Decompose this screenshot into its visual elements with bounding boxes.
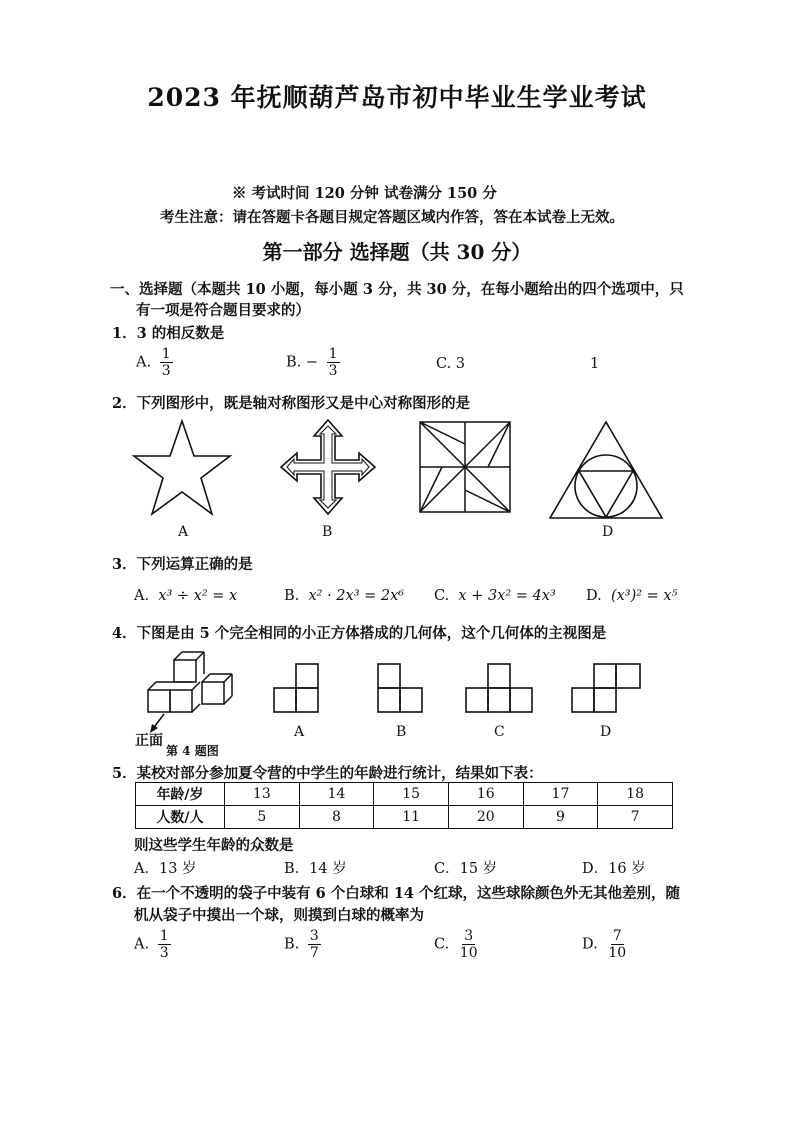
table-cell: 5	[225, 806, 300, 829]
q6-b-fraction: $\frac{3}{7}$	[309, 928, 319, 961]
q2-label-a: A	[178, 524, 189, 540]
q5-option-a: A．13 岁	[134, 861, 197, 877]
q5-stem: 5．某校对部分参加夏令营的中学生的年龄进行统计，结果如下表：	[112, 765, 543, 782]
q4-figure-caption: 第 4 题图	[166, 744, 219, 758]
q1-option-a: A. $\frac{1}{3}$	[136, 346, 171, 379]
q1-a-fraction: $\frac{1}{3}$	[161, 346, 171, 379]
q4-front-label: 正面	[135, 733, 163, 749]
q1-option-c: C. 3	[436, 356, 466, 372]
part-title: 第一部分 选择题（共 30 分）	[262, 240, 532, 264]
q5-option-b: B．14 岁	[284, 861, 347, 877]
q4-option-a-view	[272, 662, 322, 714]
q4-option-c-view	[464, 662, 536, 714]
q5-row1-header: 年龄/岁	[136, 783, 225, 806]
q1-option-b: B. − $\frac{1}{3}$	[286, 346, 338, 379]
q4-label-d: D	[600, 724, 612, 740]
exam-notice: 考生注意：请在答题卡各题目规定答题区域内作答，答在本试卷上无效。	[160, 209, 624, 226]
table-cell: 15	[374, 783, 449, 806]
table-cell: 14	[299, 783, 374, 806]
q3-option-a: A. x³ ÷ x² = x	[134, 588, 238, 604]
q3-option-d: D. (x³)² = x⁵	[586, 588, 678, 604]
table-cell: 17	[523, 783, 598, 806]
q6-a-fraction: $\frac{1}{3}$	[159, 928, 169, 961]
q4-option-b-view	[376, 662, 426, 714]
q5-option-c: C．15 岁	[434, 861, 498, 877]
q6-option-d: D. $\frac{7}{10}$	[582, 928, 627, 961]
q6-stem-line1: 6．在一个不透明的袋子中装有 6 个白球和 14 个红球，这些球除颜色外无其他差别，随	[112, 885, 681, 902]
q6-stem-line2: 机从袋子中摸出一个球，则摸到白球的概率为	[134, 907, 424, 924]
q6-option-c: C. $\frac{3}{10}$	[434, 928, 478, 961]
table-cell: 9	[523, 806, 598, 829]
q5-question: 则这些学生年龄的众数是	[134, 837, 294, 854]
table-cell: 7	[598, 806, 673, 829]
table-cell: 20	[448, 806, 523, 829]
section-heading-line2: 有一项是符合题目要求的）	[136, 302, 310, 319]
q4-label-c: C	[494, 724, 505, 740]
q5-age-table	[135, 782, 673, 829]
q2-stem: 2．下列图形中，既是轴对称图形又是中心对称图形的是	[112, 395, 471, 412]
q5-row2-header: 人数/人	[136, 806, 225, 829]
exam-title: 2023 年抚顺葫芦岛市初中毕业生学业考试	[147, 83, 647, 112]
table-cell: 18	[598, 783, 673, 806]
q6-option-a: A. $\frac{1}{3}$	[134, 928, 169, 961]
q6-option-b: B. $\frac{3}{7}$	[284, 928, 319, 961]
table-cell: 8	[299, 806, 374, 829]
q2-figure-d-triangle-circle	[548, 420, 664, 520]
table-row	[136, 806, 673, 829]
table-row	[136, 783, 673, 806]
q2-figure-a-star	[132, 418, 232, 518]
q1-b-fraction: $\frac{1}{3}$	[328, 346, 338, 379]
exam-info: ※ 考试时间 120 分钟 试卷满分 150 分	[232, 185, 497, 202]
q6-d-fraction: $\frac{7}{10}$	[608, 928, 627, 961]
q2-label-d: D	[602, 524, 614, 540]
q1-stem: 1．3 的相反数是	[112, 325, 225, 342]
q4-label-b: B	[396, 724, 407, 740]
q2-label-b: B	[322, 524, 333, 540]
q3-stem: 3．下列运算正确的是	[112, 556, 253, 573]
table-cell: 11	[374, 806, 449, 829]
section-heading-line1: 一、选择题（本题共 10 小题，每小题 3 分，共 30 分，在每小题给出的四个选项中，只	[110, 281, 684, 298]
q4-option-d-view	[570, 662, 644, 714]
q2-figure-b-cross-arrows	[278, 418, 378, 516]
q4-stem: 4．下图是由 5 个完全相同的小正方体搭成的几何体，这个几何体的主视图是	[112, 625, 607, 642]
table-cell: 13	[225, 783, 300, 806]
table-cell: 16	[448, 783, 523, 806]
q3-option-c: C. x + 3x² = 4x³	[434, 588, 556, 604]
q2-figure-c-pinwheel	[418, 420, 512, 514]
q1-option-d: 1	[590, 356, 600, 372]
q4-label-a: A	[294, 724, 305, 740]
q6-c-fraction: $\frac{3}{10}$	[459, 928, 478, 961]
q5-option-d: D．16 岁	[582, 861, 646, 877]
q3-option-b: B. x² · 2x³ = 2x⁶	[284, 588, 405, 604]
